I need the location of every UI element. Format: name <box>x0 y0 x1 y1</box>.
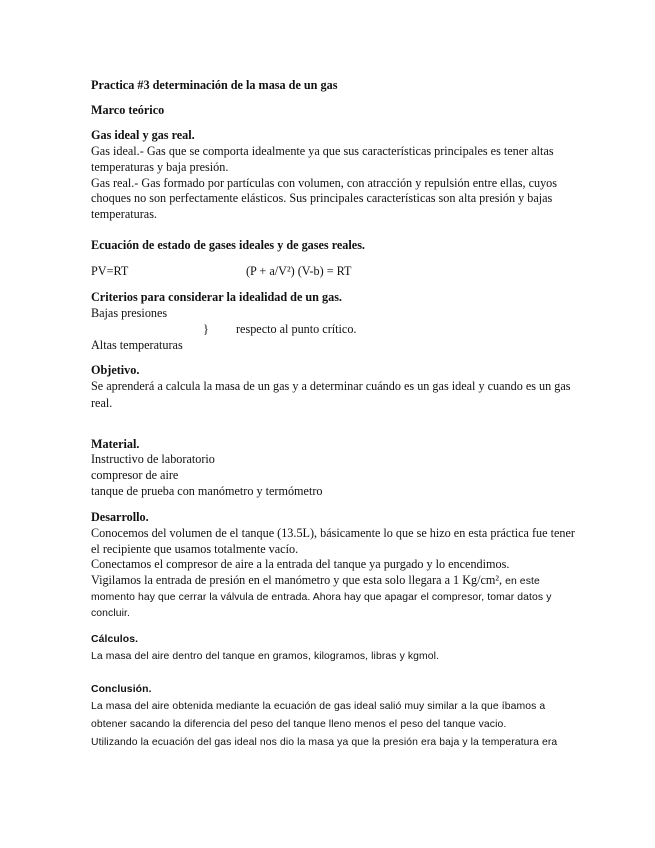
material-item: Instructivo de laboratorio <box>91 452 215 466</box>
desarrollo-line <box>91 573 540 589</box>
objetivo-heading: Objetivo. <box>91 363 140 377</box>
conclusion-heading: Conclusión. <box>91 684 152 695</box>
desarrollo-line-serif-part: Vigilamos la entrada de presión en el manómetro y que esta solo llegara a 1 Kg/cm², <box>91 573 503 587</box>
calculos-heading: Cálculos. <box>91 634 139 645</box>
marco-line: Gas real.- Gas formado por partículas con volumen, con atracción y repulsión entre ellas, cuyos <box>91 176 558 190</box>
ideal-gas-equation: PV=RT <box>91 264 129 278</box>
material-item: compresor de aire <box>91 468 179 482</box>
conclusion-line: obtener sacando la diferencia del peso del tanque lleno menos el peso del tanque vacio. <box>91 719 507 730</box>
criterio-altas-temperaturas: Altas temperaturas <box>91 338 183 352</box>
desarrollo-line: Conocemos del volumen de el tanque (13.5L), básicamente lo que se hizo en esta práctica fue tener <box>91 526 575 540</box>
objetivo-line: real. <box>91 396 113 410</box>
desarrollo-line: el recipiente que usamos totalmente vacío. <box>91 542 299 556</box>
marco-line: temperaturas. <box>91 207 157 221</box>
material-item: tanque de prueba con manómetro y termómetro <box>91 484 323 498</box>
marco-line: choques no son perfectamente elásticos. Sus principales características son alta presión y bajas <box>91 191 553 205</box>
conclusion-line: Utilizando la ecuación del gas ideal nos dio la masa ya que la presión era baja y la temperatura era <box>91 737 558 748</box>
objetivo-line: Se aprenderá a calcula la masa de un gas y a determinar cuándo es un gas ideal y cuando es un gas <box>91 379 571 393</box>
ecuacion-heading: Ecuación de estado de gases ideales y de gases reales. <box>91 238 365 252</box>
marco-heading: Marco teórico <box>91 103 165 117</box>
desarrollo-heading: Desarrollo. <box>91 510 149 524</box>
desarrollo-line: concluir. <box>91 608 131 619</box>
desarrollo-line: momento hay que cerrar la válvula de entrada. Ahora hay que apagar el compresor, tomar datos y <box>91 592 552 603</box>
brace-symbol: } <box>203 322 209 336</box>
criterio-respecto: respecto al punto crítico. <box>236 322 357 336</box>
marco-line: Gas ideal.- Gas que se comporta idealmente ya que sus características principales es tener altas <box>91 144 554 158</box>
criterio-bajas-presiones: Bajas presiones <box>91 306 168 320</box>
marco-line: temperaturas y baja presión. <box>91 160 229 174</box>
gas-ideal-real-heading: Gas ideal y gas real. <box>91 128 195 142</box>
calculos-line: La masa del aire dentro del tanque en gramos, kilogramos, libras y kgmol. <box>91 651 440 662</box>
desarrollo-line-sans-part: en este <box>502 576 540 587</box>
criterios-heading: Criterios para considerar la idealidad de un gas. <box>91 290 342 304</box>
material-heading: Material. <box>91 437 140 451</box>
desarrollo-line: Conectamos el compresor de aire a la entrada del tanque ya purgado y lo encendimos. <box>91 557 510 571</box>
real-gas-equation: (P + a/V²) (V-b) = RT <box>246 264 352 278</box>
conclusion-line: La masa del aire obtenida mediante la ecuación de gas ideal salió muy similar a la que íbamos a <box>91 701 546 712</box>
document-title: Practica #3 determinación de la masa de un gas <box>91 78 338 92</box>
